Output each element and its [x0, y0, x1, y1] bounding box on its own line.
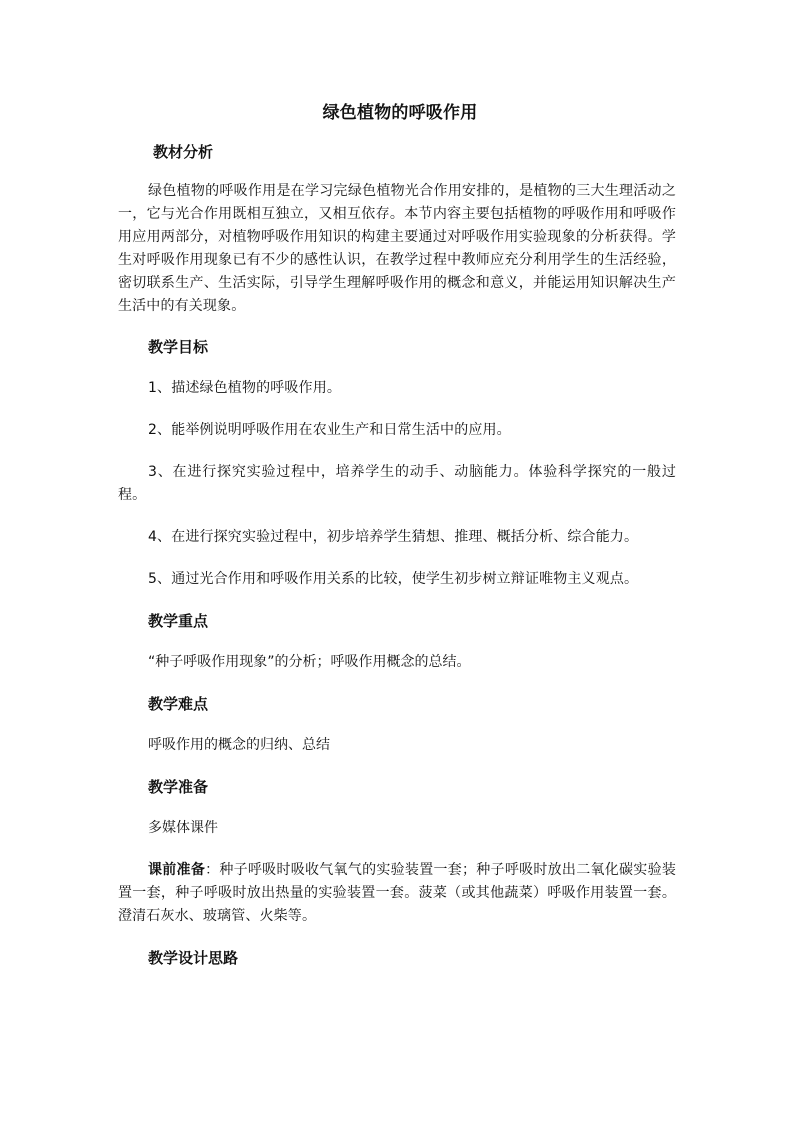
goal-item-2: 2、能举例说明呼吸作用在农业生产和日常生活中的应用。 [148, 422, 511, 438]
section-heading-analysis: 教材分析 [153, 143, 214, 161]
section-heading-design: 教学设计思路 [148, 949, 239, 967]
section-heading-preparation: 教学准备 [148, 778, 209, 796]
section-heading-key-points: 教学重点 [148, 612, 209, 630]
goal-item-3: 3、在进行探究实验过程中，培养学生的动手、动脑能力。体验科学探究的一般过程。 [118, 464, 676, 503]
document-title: 绿色植物的呼吸作用 [322, 103, 478, 123]
document-content [118, 101, 676, 969]
section-heading-goals: 教学目标 [148, 338, 209, 356]
goal-item-5: 5、通过光合作用和呼吸作用关系的比较，使学生初步树立辩证唯物主义观点。 [148, 571, 639, 587]
difficulties-text: 呼吸作用的概念的归纳、总结 [148, 737, 330, 753]
analysis-paragraph: 绿色植物的呼吸作用是在学习完绿色植物光合作用安排的，是植物的三大生理活动之一，它与光合作用既相互独立，又相互依存。本节内容主要包括植物的呼吸作用和呼吸作用应用两部分，对植物呼吸作用知识的构建主要通过对呼吸作用实验现象的分析获得。学生对呼吸作用现象已有不少的感性认识，在教学过程中教师应充分利用学生的生活经验，密切联系生产、生活实际，引导学生理解呼吸作用的概念和意义，并能运用知识解决生产生活中的有关现象。 [118, 183, 676, 314]
section-heading-difficulties: 教学难点 [148, 695, 209, 713]
pre-class-text: ：种子呼吸时吸收气氧气的实验装置一套；种子呼吸时放出二氧化碳实验装置一套，种子呼吸时放出热量的实验装置一套。菠菜（或其他蔬菜）呼吸作用装置一套。澄清石灰水、玻璃管、火柴等。 [118, 862, 676, 924]
pre-class-paragraph [118, 859, 676, 928]
key-points-text: “种子呼吸作用现象”的分析；呼吸作用概念的总结。 [148, 654, 471, 670]
goal-item-4: 4、在进行探究实验过程中，初步培养学生猜想、推理、概括分析、综合能力。 [148, 529, 639, 545]
goal-item-1: 1、描述绿色植物的呼吸作用。 [148, 380, 342, 396]
pre-class-label: 课前准备 [148, 862, 206, 878]
preparation-text: 多媒体课件 [148, 820, 218, 836]
